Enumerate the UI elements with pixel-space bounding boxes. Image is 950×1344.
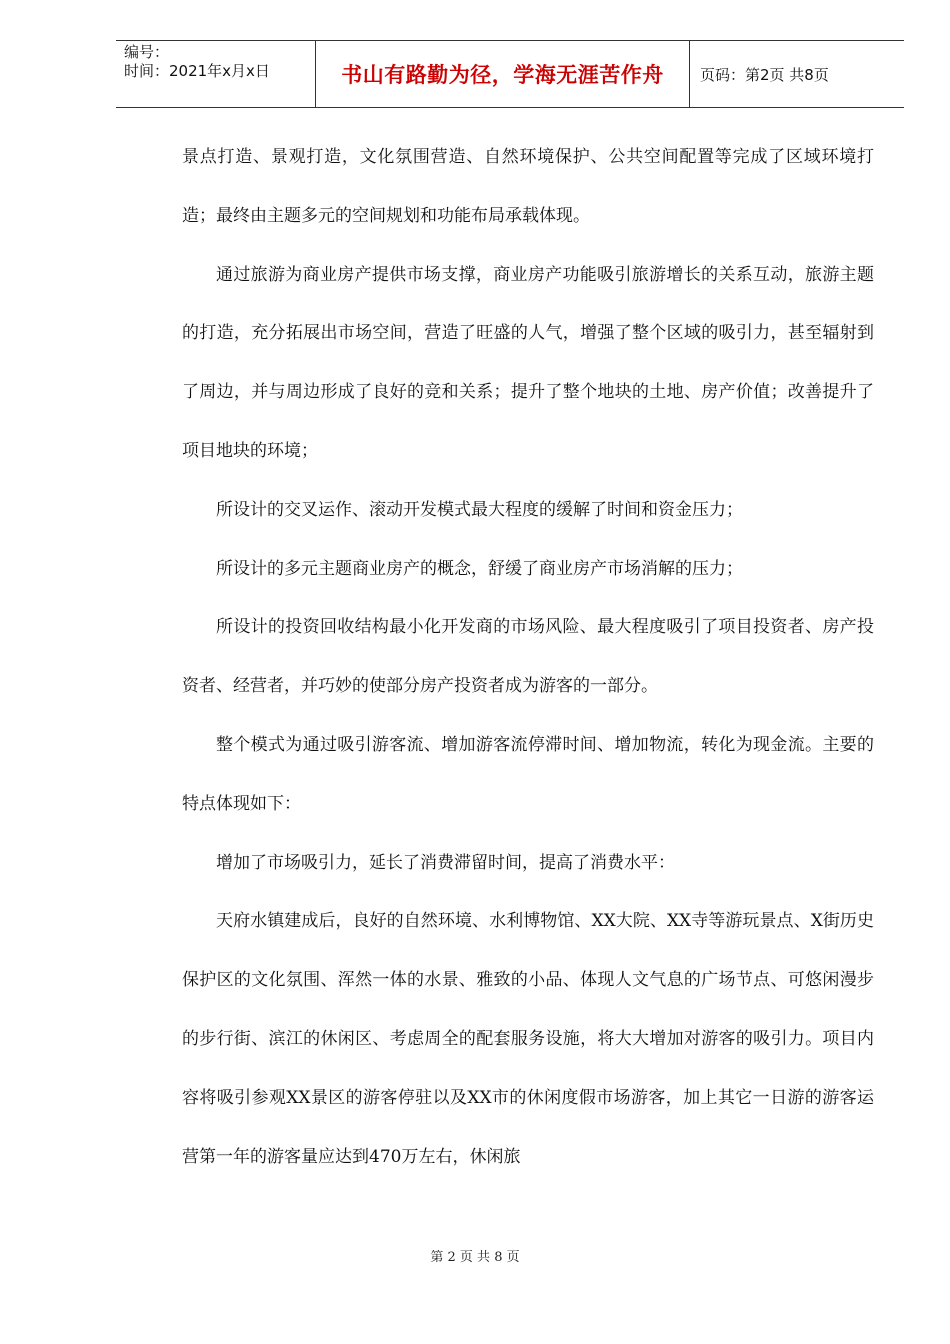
paragraph: 通过旅游为商业房产提供市场支撑，商业房产功能吸引旅游增长的关系互动，旅游主题的打造，充分拓展出市场空间，营造了旺盛的人气，增强了整个区域的吸引力，甚至辐射到了周边，并与周边形成了良好的竞和关系；提升了整个地块的土地、房产价值；改善提升了项目地块的环境； [182,264,874,461]
document-body [182,128,874,1186]
page-footer: 第 2 页 共 8 页 [430,1250,520,1265]
header-motto: 书山有路勤为径，学海无涯苦作舟 [316,41,690,107]
paragraph: 所设计的投资回收结构最小化开发商的市场风险、最大程度吸引了项目投资者、房产投资者、经营者，并巧妙的使部分房产投资者成为游客的一部分。 [182,617,874,697]
paragraph: 景点打造、景观打造，文化氛围营造、自然环境保护、公共空间配置等完成了区域环境打造；最终由主题多元的空间规划和功能布局承载体现。 [182,147,874,226]
document-header [116,40,904,108]
number-label: 编号： [124,43,170,61]
paragraph: 所设计的多元主题商业房产的概念，舒缓了商业房产市场消解的压力； [216,558,743,579]
paragraph: 整个模式为通过吸引游客流、增加游客流停滞时间、增加物流，转化为现金流。主要的特点体现如下： [182,734,874,814]
time-label: 时间：2021年x月x日 [124,62,270,80]
header-page-info: 页码：第2页 共8页 [700,65,829,84]
paragraph: 增加了市场吸引力，延长了消费滞留时间，提高了消费水平： [216,852,675,873]
header-meta [116,41,316,107]
paragraph: 天府水镇建成后，良好的自然环境、水利博物馆、XX大院、XX寺等游玩景点、X街历史保护区的文化氛围、浑然一体的水景、雅致的小品、体现人文气息的广场节点、可悠闲漫步的步行街、滨江的休闲区、考虑周全的配套服务设施，将大大增加对游客的吸引力。项目内容将吸引参观XX景区的游客停驻以及XX市的休闲度假市场游客，加上其它一日游的游客运营第一年的游客量应达到470万左右，休闲旅 [182,911,874,1167]
paragraph: 所设计的交叉运作、滚动开发模式最大程度的缓解了时间和资金压力； [216,499,743,520]
